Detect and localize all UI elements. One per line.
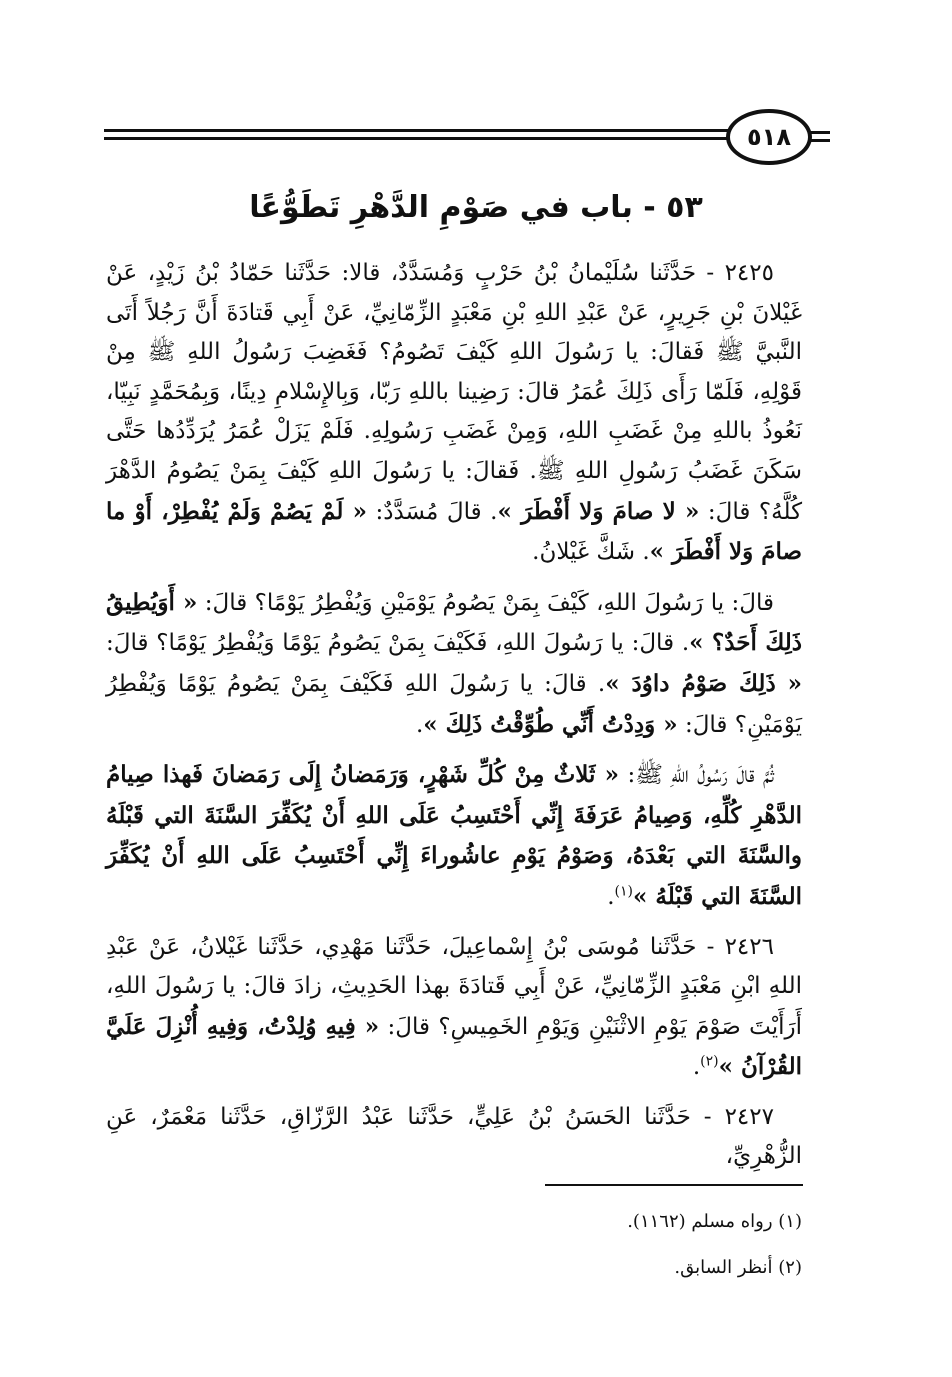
hadith-text: . قالَ مُسَدَّدٌ: (366, 498, 498, 525)
hadith-2425 (106, 254, 802, 573)
hadith-text: قالَ: يا رَسُولَ اللهِ، كَيْفَ بِمَنْ يَصُومُ يَوْمَيْنِ وَيُفْطِرُ يَوْمًا؟ قالَ: (197, 589, 774, 616)
paragraph-2 (106, 583, 802, 745)
page-number: ٥١٨ (747, 123, 791, 151)
footnote-ref[interactable]: (١) (614, 883, 634, 900)
hadith-text: ٢٤٢٥ - حَدَّثَنا سُلَيْمانُ بْنُ حَرْبٍ وَمُسَدَّدٌ، قالا: حَدَّثَنا حَمّادُ بْنُ زَيْدٍ، عَنْ غَيْلانَ بْنِ جَرِيرٍ، عَنْ عَبْدِ اللهِ بْنِ مَعْبَدٍ الزِّمّانِيِّ، عَنْ أَبِي قَتادَةَ أَنَّ رَجُلاً أَتَى النَّبيَّ ﷺ فَقالَ: يا رَسُولَ اللهِ كَيْفَ تَصُومُ؟ فَغَضِبَ رَسُولُ اللهِ ﷺ مِنْ قَوْلِهِ، فَلَمّا رَأَى ذَلِكَ عُمَرُ قالَ: رَضِينا باللهِ رَبّا، وَبِالإِسْلامِ دِينًا، وَبِمُحَمَّدٍ نَبِيّا، نَعُوذُ باللهِ مِنْ غَضَبِ اللهِ، وَمِنْ غَضَبِ رَسُولِهِ. فَلَمْ يَزَلْ عُمَرُ يُرَدِّدُها حَتَّى سَكَنَ غَضَبُ رَسُولِ اللهِ ﷺ. فَقالَ: يا رَسُولَ اللهِ كَيْفَ بِمَنْ يَصُومُ الدَّهْرَ كُلَّهُ؟ قالَ: (106, 260, 803, 525)
hadith-text: . قالَ: يا رَسُولَ اللهِ فَكَيْفَ بِمَنْ يَصُومُ يَوْمًا وَيُفْطِرُ يَوْمَيْنِ؟ قالَ: (106, 670, 802, 738)
header-rule (104, 128, 736, 144)
hadith-text: . قالَ: يا رَسُولَ اللهِ، فَكَيْفَ بِمَنْ يَصُومُ يَوْمًا وَيُفْطِرُ يَوْمًا؟ قالَ: (106, 630, 690, 657)
hadith-text: . شَكَّ غَيْلانُ. (532, 539, 650, 566)
prophetic-quote: « فِيهِ وُلِدْتُ، وَفِيهِ أُنْزِلَ عَلَيَّ القُرْآنُ » (106, 1012, 802, 1081)
hadith-text: . (415, 711, 424, 738)
prophetic-quote: « ذَلِكَ صَوْمُ داوُدَ » (605, 669, 803, 697)
footnotes (106, 1199, 802, 1291)
footnote-2: (٢) أنظر السابق. (674, 1257, 802, 1278)
header-rule-line (104, 137, 736, 140)
paragraph-3 (106, 755, 802, 917)
prophetic-quote: « لا صامَ وَلا أَفْطَرَ » (497, 497, 700, 525)
footnote-ref[interactable]: (٢) (700, 1053, 719, 1070)
footnote-1: (١) رواه مسلم (١١٦٢). (627, 1211, 802, 1232)
hadith-2426 (106, 928, 802, 1088)
prophetic-quote: « لَمْ يَصُمْ وَلَمْ يُفْطِرْ، أَوْ ما صامَ وَلا أَفْطَرَ » (106, 497, 802, 566)
page-number-badge (726, 109, 812, 165)
prophetic-quote: « وَدِدْتُ أَنِّي طُوِّقْتُ ذَلِكَ » (423, 710, 678, 738)
hadith-text: ثُمَّ قالَ رَسُولُ اللهِ ﷺ: (618, 762, 774, 789)
hadith-text: . (607, 883, 615, 910)
prophetic-quote: « أَوَيُطِيقُ ذَلِكَ أَحَدٌ؟ » (106, 588, 802, 657)
chapter-title: ٥٣ - باب في صَوْمِ الدَّهْرِ تَطَوُّعًا (249, 190, 703, 225)
hadith-text: . (692, 1054, 701, 1081)
prophetic-quote: « ثَلاثٌ مِنْ كُلِّ شَهْرٍ، وَرَمَضانُ إِلَى رَمَضانَ فَهذا صِيامُ الدَّهْرِ كُلِّهِ، وَصِيامُ عَرَفَةَ إِنِّي أَحْتَسِبُ عَلَى اللهِ أَنْ يُكَفِّرَ السَّنَةَ التي قَبْلَهُ والسَّنَةَ التي بَعْدَهُ، وَصَوْمُ يَوْمِ عاشُوراءَ إِنِّي أَحْتَسِبُ عَلَى اللهِ أَنْ يُكَفِّرَ السَّنَةَ التي قَبْلَهُ » (106, 761, 802, 910)
header-rule-line (104, 129, 736, 132)
body-text (106, 254, 802, 1187)
hadith-2427: ٢٤٢٧ - حَدَّثَنا الحَسَنُ بْنُ عَلِيٍّ، حَدَّثَنا عَبْدُ الرَّزّاقِ، حَدَّثَنا مَعْمَرٌ، عَنِ الزُّهْرِيِّ، (106, 1103, 802, 1170)
hadith-text: ٢٤٢٦ - حَدَّثَنا مُوسَى بْنُ إِسْماعِيلَ، حَدَّثَنا مَهْدِي، حَدَّثَنا غَيْلانُ، عَنْ عَبْدِ اللهِ ابْنِ مَعْبَدٍ الزِّمّانِيِّ، عَنْ أَبِي قَتادَةَ بهذا الحَدِيثِ، زادَ قالَ: يا رَسُولَ اللهِ، أَرَأَيْتَ صَوْمَ يَوْمِ الاثْنَيْنِ وَيَوْمِ الخَمِيسِ؟ قالَ: (106, 933, 803, 1040)
footnote-divider (545, 1184, 803, 1186)
